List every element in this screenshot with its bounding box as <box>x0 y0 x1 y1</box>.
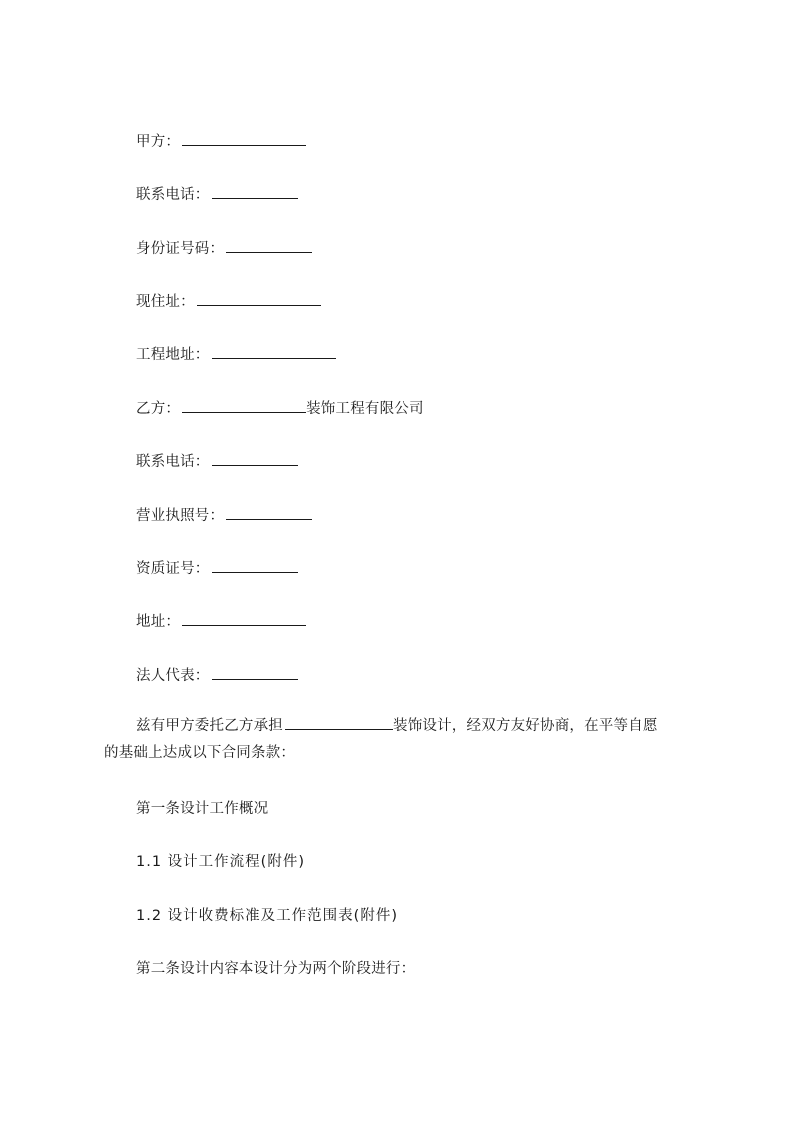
project-address-label: 工程地址： <box>136 347 210 363</box>
party-a-label: 甲方： <box>136 134 181 150</box>
project-address-line <box>136 344 336 365</box>
item-1-1: 1.1 设计工作流程(附件) <box>136 854 305 870</box>
party-a-id-line <box>136 238 312 259</box>
business-license-line <box>136 505 312 526</box>
intro-paragraph <box>104 713 704 767</box>
party-b-company-suffix: 装饰工程有限公司 <box>306 401 424 417</box>
party-b-phone-blank[interactable] <box>212 451 298 466</box>
legal-rep-line <box>136 665 298 686</box>
party-b-address-blank[interactable] <box>182 611 306 626</box>
party-b-address-line <box>136 611 306 632</box>
party-a-address-label: 现住址： <box>136 294 195 310</box>
party-a-blank[interactable] <box>182 131 306 146</box>
business-license-blank[interactable] <box>226 505 312 520</box>
party-a-line <box>136 131 306 152</box>
party-a-phone-label: 联系电话： <box>136 187 210 203</box>
party-b-address-label: 地址： <box>136 614 181 630</box>
legal-rep-label: 法人代表： <box>136 668 210 684</box>
party-b-phone-line <box>136 451 298 472</box>
item-1-2: 1.2 设计收费标准及工作范围表(附件) <box>136 908 398 924</box>
article-2-heading: 第二条设计内容本设计分为两个阶段进行： <box>136 961 416 977</box>
qualification-blank[interactable] <box>212 558 298 573</box>
party-b-blank[interactable] <box>182 398 306 413</box>
qualification-label: 资质证号： <box>136 561 210 577</box>
intro-part1: 兹有甲方委托乙方承担 <box>136 718 283 734</box>
party-b-label: 乙方： <box>136 401 181 417</box>
party-a-phone-line <box>136 184 298 205</box>
intro-part3: 的基础上达成以下合同条款： <box>104 745 296 761</box>
party-a-id-blank[interactable] <box>226 238 312 253</box>
party-b-line <box>136 398 424 419</box>
business-license-label: 营业执照号： <box>136 508 225 524</box>
intro-blank[interactable] <box>285 715 393 730</box>
article-1-heading: 第一条设计工作概况 <box>136 801 269 817</box>
party-a-phone-blank[interactable] <box>212 184 298 199</box>
project-address-blank[interactable] <box>212 344 336 359</box>
party-a-id-label: 身份证号码： <box>136 241 225 257</box>
party-b-phone-label: 联系电话： <box>136 454 210 470</box>
qualification-line <box>136 558 298 579</box>
legal-rep-blank[interactable] <box>212 665 298 680</box>
intro-part2: 装饰设计，经双方友好协商，在平等自愿 <box>393 718 658 734</box>
party-a-address-line <box>136 291 321 312</box>
party-a-address-blank[interactable] <box>197 291 321 306</box>
